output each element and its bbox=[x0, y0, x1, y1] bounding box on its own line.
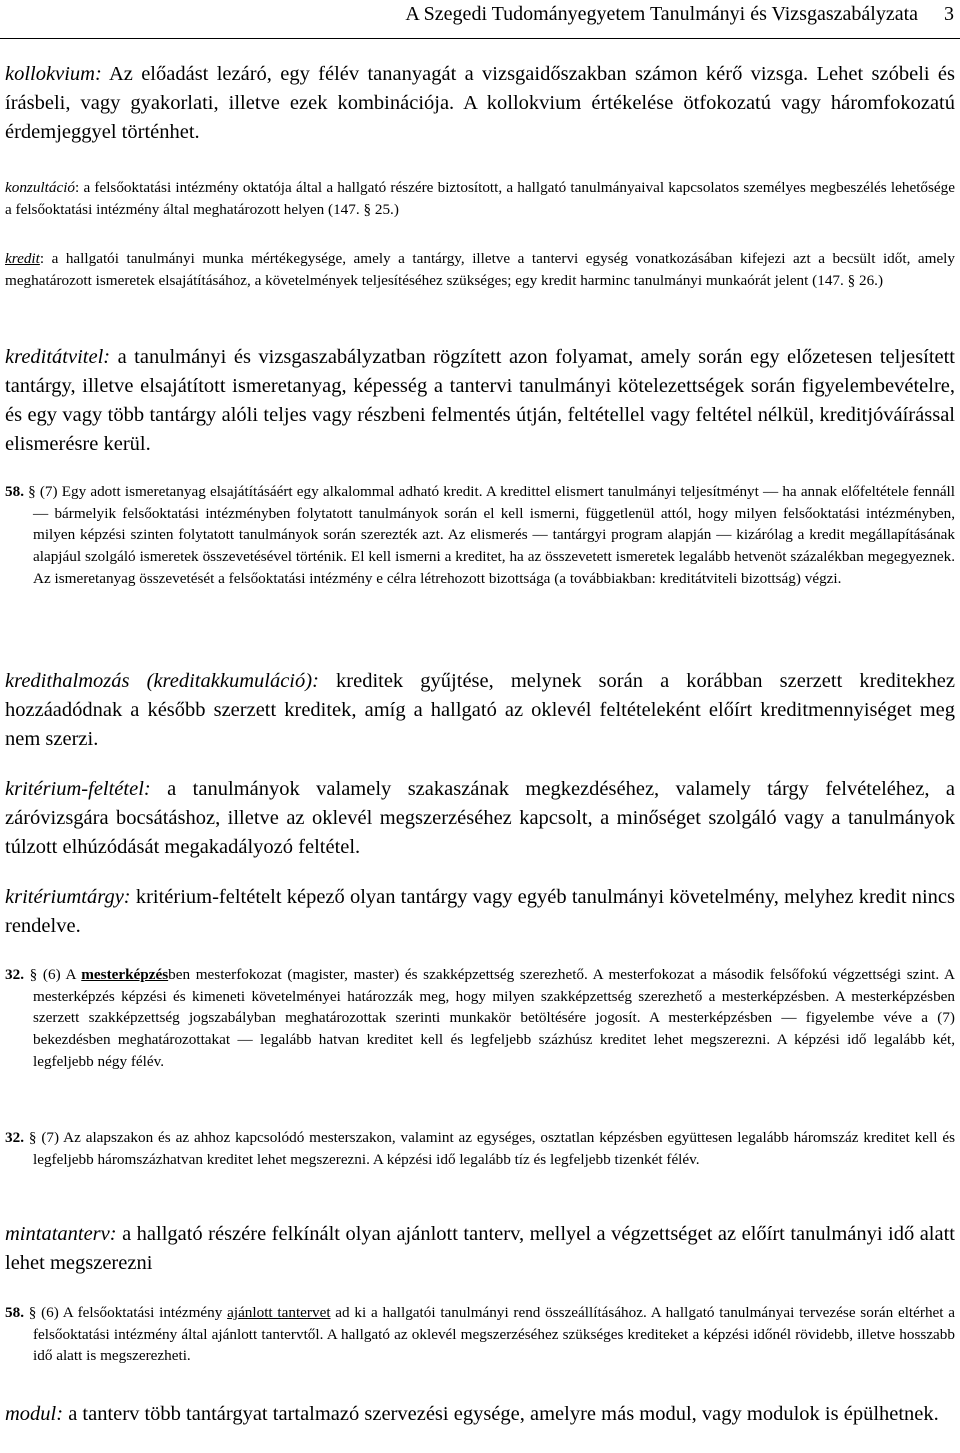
definition-mintatanterv bbox=[5, 1220, 955, 1278]
definition-text: kritérium-feltételt képező olyan tantárgy vagy egyéb tanulmányi követelmény, melyhez kredit nincs rendelve. bbox=[5, 886, 955, 937]
definition-kollokvium bbox=[5, 60, 955, 147]
keyword-ajanlott-tanterv: ajánlott tantervet bbox=[227, 1304, 331, 1321]
legal-reference-32-7 bbox=[5, 1127, 955, 1170]
term-kredithalmozas: kredithalmozás (kreditakkumuláció): bbox=[5, 670, 319, 692]
definition-text: a tanulmányi és vizsgaszabályzatban rögzített azon folyamat, amely során egy előzetesen teljesített tantárgy, illetve elsajátított ismeretanyag, képesség a tantervi tanulmányi kötelezettségek során figyelembevételre, és egy vagy több tantárgy alóli teljes vagy részbeni felmentés útján, feltétellel vagy feltétel nélkül, kreditjóváírással elismerésre kerül. bbox=[5, 346, 955, 455]
term-kollokvium: kollokvium: bbox=[5, 63, 102, 85]
definition-modul bbox=[5, 1400, 955, 1429]
definition-text: Az előadást lezáró, egy félév tananyagát a vizsgaidőszakban számon kérő vizsga. Lehet szóbeli és írásbeli, vagy gyakorlati, illetve ezek kombinációja. A kollokvium értékelése ötfokozatú vagy háromfokozatú érdemjeggyel történhet. bbox=[5, 63, 955, 143]
reference-text: ben mesterfokozat (magister, master) és szakképzettség szerezhető. A mesterfokozat a második felsőfokú végzettségi szint. A mesterképzés képzési és kimeneti követelményei határozzák meg, hogy milyen szakképzettség szerezhető a mesterképzésben. A mesterképzésben szerzett szakképzettség jogszabályban meghatározottak szerinti munkakör betöltésére jogosít. A mesterképzésben — figyelembe véve a (7) bekezdésben meghatározottakat — legalább hatvan kreditet kell és legfeljebb százhúsz kreditet lehet megszerezni. A képzési idő legalább két, legfeljebb négy félév. bbox=[33, 966, 955, 1070]
term-konzultacio: konzultáció bbox=[5, 179, 76, 196]
definition-konzultacio bbox=[5, 177, 955, 220]
page-number: 3 bbox=[944, 3, 954, 25]
definition-kriterium-feltetel bbox=[5, 775, 955, 862]
term-mintatanterv: mintatanterv: bbox=[5, 1223, 117, 1245]
definition-text: : a hallgatói tanulmányi munka mértékegysége, amely a tantárgy, illetve a tantervi egység vonatkozásában kifejezi azt a becsült időt, amely meghatározott ismeretek elsajátításához, a követelmények teljesítéséhez szükséges; egy kredit harminc tanulmányi munkaórát jelent (147. § 26.) bbox=[5, 250, 955, 289]
term-kredit: kredit bbox=[5, 250, 40, 267]
definition-kriteriumtargy bbox=[5, 883, 955, 941]
definition-text: kreditek gyűjtése, melynek során a korábban szerzett kreditekhez hozzáadódnak a később szerzett kreditek, amíg a hallgató az oklevél feltételeként előírt kreditmennyiséget meg nem szerzi. bbox=[5, 670, 955, 750]
running-title: A Szegedi Tudományegyetem Tanulmányi és Vizsgaszabályzata bbox=[405, 3, 918, 25]
definition-text: a tanterv több tantárgyat tartalmazó szervezési egysége, amelyre más modul, vagy modulok is épülhetnek. bbox=[63, 1403, 939, 1425]
definition-kredit bbox=[5, 248, 955, 291]
reference-prefix: § (6) A bbox=[23, 966, 82, 983]
definition-text: : a felsőoktatási intézmény oktatója által a hallgató részére biztosított, a hallgató tanulmányaival kapcsolatos személyes megbeszélés lehetősége a felsőoktatási intézmény által meghatározott helyen (147. § 25.) bbox=[5, 179, 955, 218]
reference-text: § (7) Az alapszakon és az ahhoz kapcsolódó mesterszakon, valamint az egységes, osztatlan képzésben együttesen legalább háromszáz kreditet kell és legfeljebb háromszázhatvan kreditet lehet megszerezni. A képzési idő legalább tíz és legfeljebb tizenkét félév. bbox=[23, 1129, 955, 1168]
legal-reference-32-6 bbox=[5, 964, 955, 1073]
legal-reference-58-7 bbox=[5, 481, 955, 590]
legal-reference-58-6 bbox=[5, 1302, 955, 1367]
section-number: 58. bbox=[5, 1304, 24, 1321]
definition-text: a hallgató részére felkínált olyan ajánlott tanterv, mellyel a végzettséget az előírt tanulmányi idő alatt lehet megszerezni bbox=[5, 1223, 955, 1274]
term-kreditatvitel: kreditátvitel: bbox=[5, 346, 111, 368]
section-number: 58. bbox=[5, 483, 24, 500]
header-rule bbox=[0, 38, 960, 39]
reference-prefix: § (6) A felsőoktatási intézmény bbox=[23, 1304, 228, 1321]
section-number: 32. bbox=[5, 966, 24, 983]
term-kriterium-feltetel: kritérium-feltétel: bbox=[5, 778, 151, 800]
page-header bbox=[0, 0, 960, 40]
definition-kreditatvitel bbox=[5, 343, 955, 459]
reference-text: § (7) Egy adott ismeretanyag elsajátításáért egy alkalommal adható kredit. A kredittel elismert tanulmányi teljesítményt — ha annak előfeltétele fennáll — bármelyik felsőoktatási intézményben folytatott tanulmányok során el kell ismerni, függetlenül attól, hogy milyen felsőoktatási intézményben, milyen képzési szinten folytatott tanulmányok során szerezték azt. Az elismerés — tantárgyi program alapján — kizárólag a kredit megállapításának alapjául szolgáló ismeretek összevetésével történik. El kell ismerni a kreditet, ha az összevetett ismeretek legalább hetvenöt százalékban megegyeznek. Az ismeretanyag összevetését a felsőoktatási intézmény e célra létrehozott bizottsága (a továbbiakban: kreditátviteli bizottság) végzi. bbox=[23, 483, 955, 587]
definition-kredithalmozas bbox=[5, 667, 955, 754]
reference-text: ad ki a hallgatói tanulmányi rend összeállításához. A hallgató tanulmányai tervezése során eltérhet a felsőoktatási intézmény által ajánlott tantervtől. A hallgató az oklevél megszerzéséhez szükséges krediteket a képzési időnél rövidebb, illetve hosszabb idő alatt is megszerezheti. bbox=[33, 1304, 955, 1365]
term-modul: modul: bbox=[5, 1403, 64, 1425]
term-kriteriumtargy: kritériumtárgy: bbox=[5, 886, 131, 908]
section-number: 32. bbox=[5, 1129, 24, 1146]
definition-text: a tanulmányok valamely szakaszának megkezdéséhez, valamely tárgy felvételéhez, a záróvizsgára bocsátáshoz, illetve az oklevél megszerzéséhez kapcsolt, a minőséget szolgáló vagy a tanulmányok túlzott elhúzódását megakadályozó feltétel. bbox=[5, 778, 955, 858]
keyword-mesterkepzes: mesterképzés bbox=[81, 966, 169, 983]
